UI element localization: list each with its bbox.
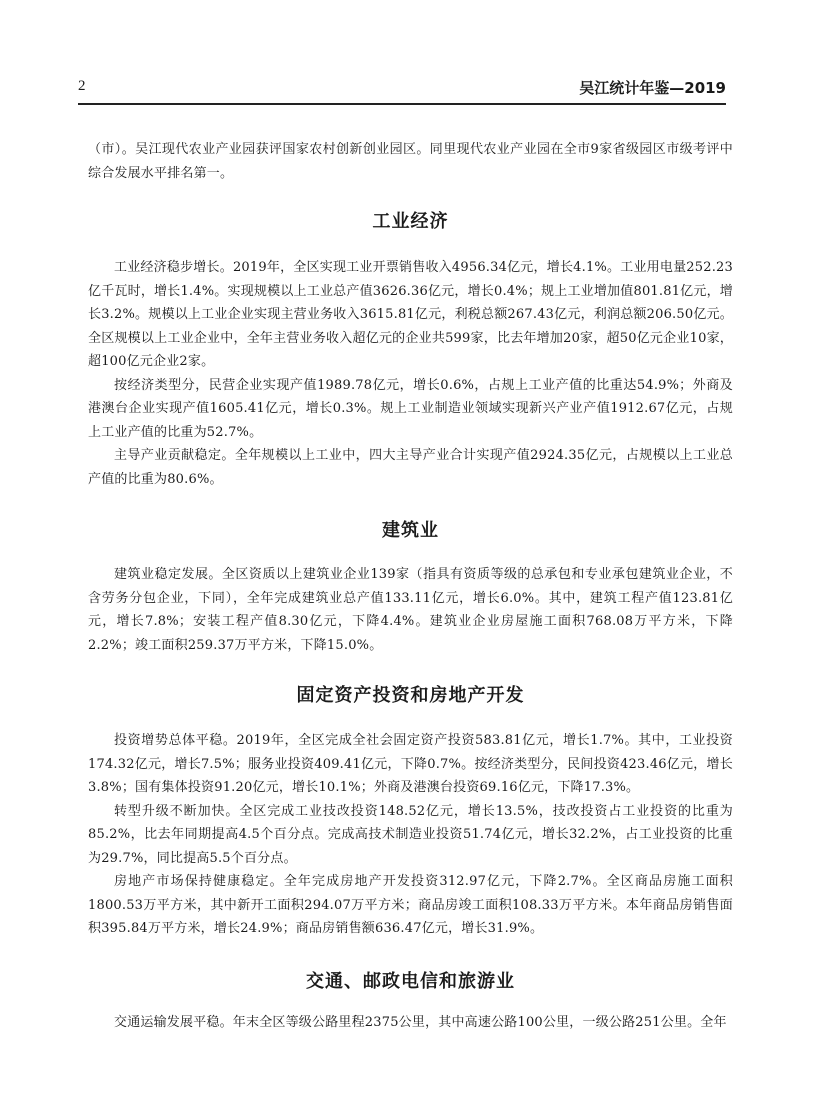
paragraph: 房地产市场保持健康稳定。全年完成房地产开发投资312.97亿元，下降2.7%。全区商品房施工面积1800.53万平方米，其中新开工面积294.07万平方米；商品房竣工面积108.33万平方米。本年商品房销售面积395.84万平方米，增长24.9%；商品房销售额636.47亿元，增长31.9%。 bbox=[88, 874, 733, 936]
section-heading-construction: 建筑业 bbox=[382, 520, 439, 541]
intro-paragraph: （市）。吴江现代农业产业园获评国家农村创新创业园区。同里现代农业产业园在全市9家省级园区市级考评中综合发展水平排名第一。 bbox=[88, 142, 733, 181]
header-rule bbox=[78, 103, 726, 105]
paragraph: 工业经济稳步增长。2019年，全区实现工业开票销售收入4956.34亿元，增长4.1%。工业用电量252.23亿千瓦时，增长1.4%。实现规模以上工业总产值3626.36亿元，增长0.4%；规上工业增加值801.81亿元，增长3.2%。规模以上工业企业实现主营业务收入3615.81亿元，利税总额267.43亿元，利润总额206.50亿元。全区规模以上工业企业中，全年主营业务收入超亿元的企业共599家，比去年增加20家，超50亿元企业10家，超100亿元企业2家。 bbox=[88, 260, 733, 369]
paragraph: 主导产业贡献稳定。全年规模以上工业中，四大主导产业合计实现产值2924.35亿元，占规模以上工业总产值的比重为80.6%。 bbox=[88, 448, 733, 487]
paragraph: 按经济类型分，民营企业实现产值1989.78亿元，增长0.6%，占规上工业产值的比重达54.9%；外商及港澳台企业实现产值1605.41亿元，增长0.3%。规上工业制造业领域实现新兴产业产值1912.67亿元，占规上工业产值的比重为52.7%。 bbox=[88, 377, 733, 440]
paragraph: 建筑业稳定发展。全区资质以上建筑业企业139家（指具有资质等级的总承包和专业承包建筑业企业，不含劳务分包企业，下同），全年完成建筑业总产值133.11亿元，增长6.0%。其中，建筑工程产值123.81亿元，增长7.8%；安装工程产值8.30亿元，下降4.4%。建筑业企业房屋施工面积768.08万平方米，下降2.2%；竣工面积259.37万平方米，下降15.0%。 bbox=[88, 567, 733, 653]
paragraph: 转型升级不断加快。全区完成工业技改投资148.52亿元，增长13.5%，技改投资占工业投资的比重为85.2%，比去年同期提高4.5个百分点。完成高技术制造业投资51.74亿元，增长32.2%，占工业投资的比重为29.7%，同比提高5.5个百分点。 bbox=[88, 803, 733, 866]
running-title: 吴江统计年鉴—2019 bbox=[579, 79, 726, 97]
section-investment bbox=[88, 729, 733, 941]
section-industry bbox=[88, 256, 733, 491]
section-heading-industry: 工业经济 bbox=[372, 211, 449, 232]
paragraph: 投资增势总体平稳。2019年，全区完成全社会固定资产投资583.81亿元，增长1.7%。其中，工业投资174.32亿元，增长7.5%；服务业投资409.41亿元，下降0.7%。按经济类型分，民间投资423.46亿元，增长3.8%；国有集体投资91.20亿元，增长10.1%；外商及港澳台投资69.16亿元，下降17.3%。 bbox=[88, 733, 733, 795]
section-heading-transport: 交通、邮政电信和旅游业 bbox=[306, 970, 515, 992]
section-heading-investment: 固定资产投资和房地产开发 bbox=[296, 685, 525, 706]
page-body bbox=[88, 138, 733, 1034]
paragraph: 交通运输发展平稳。年末全区等级公路里程2375公里，其中高速公路100公里，一级公路251公里。全年 bbox=[114, 1014, 727, 1030]
section-construction bbox=[88, 563, 733, 657]
page-number: 2 bbox=[78, 78, 86, 94]
page-header bbox=[78, 72, 726, 106]
section-transport bbox=[88, 1011, 733, 1035]
